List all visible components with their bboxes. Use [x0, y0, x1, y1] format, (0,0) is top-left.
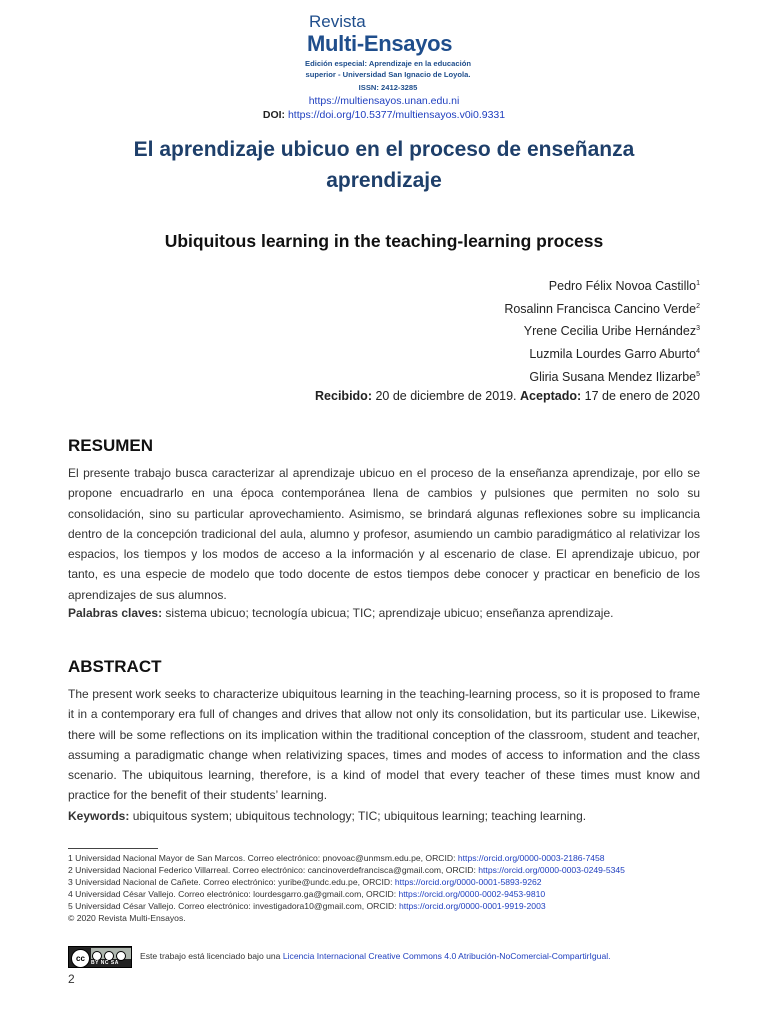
- author-name: Pedro Félix Novoa Castillo: [548, 279, 697, 294]
- footnote-text: 4 Universidad César Vallejo. Correo electrónico: lourdesgarro.ga@gmail.com, ORCID:: [68, 889, 399, 899]
- author-affiliation-number: 2: [696, 302, 700, 310]
- doi-label: DOI:: [262, 109, 286, 121]
- footnotes: [68, 852, 708, 924]
- article-title-english: Ubiquitous learning in the teaching-learning process: [164, 231, 604, 251]
- author-name: Luzmila Lourdes Garro Aburto: [529, 347, 697, 362]
- cc-logo-icon: cc: [71, 949, 90, 968]
- license-link[interactable]: Licencia Internacional Creative Commons 4.0 Atribución-NoComercial-CompartirIgual.: [282, 951, 611, 961]
- creative-commons-icon[interactable]: [68, 946, 132, 968]
- edition-line-2: superior - Universidad San Ignacio de Loyola.: [305, 69, 471, 79]
- footnote-text: 3 Universidad Nacional de Cañete. Correo electrónico: yuribe@undc.edu.pe, ORCID:: [68, 877, 395, 887]
- accepted-label: Aceptado:: [520, 389, 582, 403]
- author-affiliation-number: 4: [696, 347, 700, 355]
- author: [504, 274, 700, 297]
- palabras-claves: [68, 606, 613, 620]
- doi-link[interactable]: https://doi.org/10.5377/multiensayos.v0i0.9331: [287, 109, 506, 121]
- title-es-line-2: aprendizaje: [326, 169, 442, 192]
- footnote-text: 1 Universidad Nacional Mayor de San Marcos. Correo electrónico: pnovoac@unmsm.edu.pe, ORCID:: [68, 853, 458, 863]
- author-name: Gliria Susana Mendez Ilizarbe: [529, 369, 697, 384]
- journal-name-prefix: Revista: [309, 12, 366, 31]
- keywords-label: Keywords:: [68, 809, 130, 823]
- keywords-values: ubiquitous system; ubiquitous technology; TIC; ubiquitous learning; teaching learning.: [129, 809, 587, 823]
- footnote: [68, 900, 708, 912]
- orcid-link[interactable]: https://orcid.org/0000-0003-2186-7458: [457, 853, 605, 863]
- cc-tags: BY NC SA: [91, 960, 119, 966]
- keywords: [68, 809, 586, 823]
- footnote: [68, 852, 708, 864]
- resumen-heading: RESUMEN: [68, 436, 154, 455]
- doi-line: [234, 109, 534, 121]
- author: [504, 365, 700, 388]
- submission-dates: [315, 389, 700, 403]
- article-title-spanish: [60, 134, 708, 196]
- footnote-text: 5 Universidad César Vallejo. Correo electrónico: investigadora10@gmail.com, ORCID:: [68, 901, 399, 911]
- abstract-heading: ABSTRACT: [68, 657, 162, 676]
- special-edition-note: [288, 59, 488, 80]
- author: [504, 342, 700, 365]
- abstract-body: The present work seeks to characterize ubiquitous learning in the teaching-learning process, so it is proposed to frame it in a contemporary era full of changes and drives that allow not only its consolidation, but its particular use. Likewise, there will be some reflections on its implication within the traditional conception of the classroom, student and teacher, assuming a paradigmatic change when relativizing spaces, times and modes of access to information and the class scenario. The ubiquitous learning, therefore, is a kind of model that every teacher of these times must know and practice for the benefit of their students’ learning.: [68, 687, 700, 803]
- author-list: [504, 274, 700, 387]
- title-es-line-1: El aprendizaje ubicuo en el proceso de enseñanza: [133, 138, 635, 161]
- received-label: Recibido:: [315, 389, 372, 403]
- author-affiliation-number: 5: [696, 370, 700, 378]
- orcid-link[interactable]: https://orcid.org/0000-0001-9919-2003: [398, 901, 546, 911]
- orcid-link[interactable]: https://orcid.org/0000-0003-0249-5345: [478, 865, 625, 875]
- author-affiliation-number: 1: [696, 280, 700, 287]
- journal-url: [254, 95, 514, 107]
- footnote-divider: [68, 848, 158, 849]
- license-prefix: Este trabajo está licenciado bajo una: [140, 951, 283, 961]
- issn: ISSN: 2412-3285: [358, 83, 418, 92]
- footnote: [68, 876, 708, 888]
- received-date: 20 de diciembre de 2019.: [371, 389, 521, 403]
- orcid-link[interactable]: https://orcid.org/0000-0002-9453-9810: [398, 889, 546, 899]
- palabras-claves-values: sistema ubicuo; tecnología ubicua; TIC; aprendizaje ubicuo; enseñanza aprendizaje.: [162, 606, 614, 620]
- orcid-link[interactable]: https://orcid.org/0000-0001-5893-9262: [394, 877, 542, 887]
- author: [504, 319, 700, 342]
- page-number: 2: [68, 972, 75, 986]
- cc-by-nc-sa-icons: [91, 948, 131, 959]
- resumen-body: El presente trabajo busca caracterizar al aprendizaje ubicuo en el proceso de la enseñanza aprendizaje, por ello se propone encuadrarlo en una época contemporánea llena de cambios y pulsiones que permiten no solo su consolidación, sino su particular aprovechamiento. Asimismo, se brindará algunas reflexiones sobre su implicancia dentro de la concepción tradicional del aula, alumno y profesor, asumiendo un cambio paradigmático al relativizar los espacios, los tiempos y los modos de acceso a la información y al escenario de clase. El aprendizaje ubicuo, por tanto, es una especie de modelo que todo docente de estos tiempos debe conocer y practicar en beneficio de los aprendizajes de sus alumnos.: [68, 466, 700, 602]
- footnote: [68, 864, 708, 876]
- journal-title: Multi-Ensayos: [307, 31, 453, 56]
- author: [504, 297, 700, 320]
- edition-line-1: Edición especial: Aprendizaje en la educación: [305, 59, 471, 68]
- author-name: Yrene Cecilia Uribe Hernández: [523, 324, 697, 339]
- license-text: [140, 951, 611, 961]
- author-affiliation-number: 3: [696, 325, 700, 333]
- footnote-text: 2 Universidad Nacional Federico Villarreal. Correo electrónico: cancinoverdefrancisca@gmail.com, ORCID:: [68, 865, 479, 875]
- journal-url-link[interactable]: https://multiensayos.unan.edu.ni: [308, 95, 460, 107]
- copyright: © 2020 Revista Multi-Ensayos.: [68, 913, 186, 923]
- author-name: Rosalinn Francisca Cancino Verde: [504, 301, 697, 316]
- accepted-date: 17 de enero de 2020: [581, 389, 700, 403]
- footnote: [68, 888, 708, 900]
- palabras-claves-label: Palabras claves:: [68, 606, 163, 620]
